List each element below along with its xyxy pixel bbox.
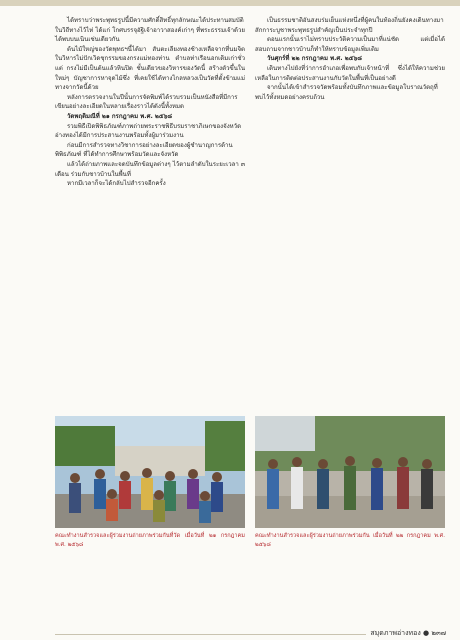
paragraph: แล้วได้ถ่ายภาพและจดบันทึกข้อมูลต่างๆ ไว้ตามลำดับในระยะเวลา ๓ เดือน ร่วมกับชาวบ้านในพื้นที่ — [55, 160, 245, 178]
paragraph: หากมีเวลาก็จะได้กลับไปสำรวจอีกครั้ง — [67, 180, 166, 188]
paragraph: หลังการตรวจงานในปีนั้นการจัดพิมพ์ได้รวบรวมเป็นหนังสือที่มีการเขียนอย่างละเอียดในหลายเรื่องราวได้ดังนี้ทั้งหมด — [55, 93, 238, 111]
paragraph: รวมพิธีเปิดพิพิธภัณฑ์ภาพถ่ายพระราชพิธีบรมราชาภิเษกของจังหวัดอ่างทองได้มีการประสานงานพร้อมทั้งผู้มาร่วมงาน — [55, 122, 242, 140]
group-photo-left — [55, 416, 245, 528]
paragraph: จากนั้นได้เข้าสำรวจวัดพร้อมทั้งบันทึกภาพและข้อมูลโบราณวัตถุที่พบไว้ทั้งหมดอย่างครบถ้วน — [255, 84, 438, 101]
paragraph: ตอนแรกนั้นเราไม่ทราบประวัติความเป็นมาที่แน่ชัด แต่เมื่อได้สอบถามจากชาวบ้านก็ทำให้ทราบข้อมูลเพิ่มเติม — [255, 36, 445, 53]
photo-illustration — [55, 416, 245, 528]
paragraph: เดินทางไปยังที่ว่าการอำเภอเพื่อพบกับเจ้าหน้าที่ ซึ่งได้ให้ความช่วยเหลือในการติดต่อประสานงานกับวัดในพื้นที่เป็นอย่างดี — [255, 64, 445, 82]
paragraph: ได้ทราบว่าพระพุทธรูปนี้มีความศักดิ์สิทธิ์ทุกลักษณะได้ประทานสมบัติในวิถีทางไว้ไท่ ได้แก่ โกศบรรจุอัฐิเจ้าอาวาสองค์เก่าๆ ที่พระธรรมเจ้าด้วยได้พบบนเนินเช่นเดียวกัน — [55, 17, 245, 44]
date-subhead: วันศุกร์ที่ ๒๒ กรกฎาคม พ.ศ. ๒๕๖๘ — [267, 55, 362, 63]
date-subhead: วัดพฤติมณีที่ ๒๑ กรกฎาคม พ.ศ. ๒๕๖๘ — [67, 112, 173, 120]
right-text-column — [255, 16, 445, 102]
paragraph: ก่อนมีการสำรวจทางวิชาการอย่างละเอียดของผู้ชำนาญการด้านพิพิธภัณฑ์ ที่ได้ทำการศึกษาพร้อมวัดและจังหวัด — [55, 141, 233, 159]
photo-illustration — [255, 416, 445, 528]
left-text-column — [55, 16, 245, 189]
photo-caption-right: คณะทำงานสำรวจและผู้ร่วมงานถ่ายภาพร่วมกัน เมื่อวันที่ ๒๒ กรกฎาคม พ.ศ. ๒๕๖๘ — [255, 533, 445, 548]
group-photo-right — [255, 416, 445, 528]
photo-caption-left: คณะทำงานสำรวจและผู้ร่วมงานถ่ายภาพร่วมกันที่วัด เมื่อวันที่ ๒๑ กรกฎาคม พ.ศ. ๒๕๖๘ — [55, 533, 245, 548]
footer-page-label: สมุดภาพอ่างทอง ● ๒๓๗ — [366, 628, 446, 639]
paragraph: เป็นธรรมชาติอันสงบร่มเย็นแห่งหนึ่งที่ผู้คนในท้องถิ่นยังคงเดินทางมาสักการะบูชาพระพุทธรูปสำคัญเป็นประจำทุกปี — [255, 17, 444, 34]
paragraph: ต้นไม้ใหญ่ของวัดพุทธฯนี้ได้มา สันตะเลียงทองช้างเหลือจากที่นมจิตในวิหารไม่ปักเวิดชุกรรมของกรงแม่ทองท่าน ตำบลท่าเรือนอกเดิมเก่าชั่วแต่ กรงไม่มีเป็นต้นแล้วหินปิด ชั้นเดียวของวิหารของวัดนี้ สร้างตัวขึ้นในใหม่ๆ บัญชาการหาจุดไม้ซึ่ง ที่เคยใช้ได้ทางไกลหลวงเป็นวัดที่ตั้งข้ามแม่ทางจากวัดนี้ด้วย — [55, 45, 245, 92]
page-footer — [0, 628, 460, 640]
top-decor-bar — [0, 0, 460, 6]
